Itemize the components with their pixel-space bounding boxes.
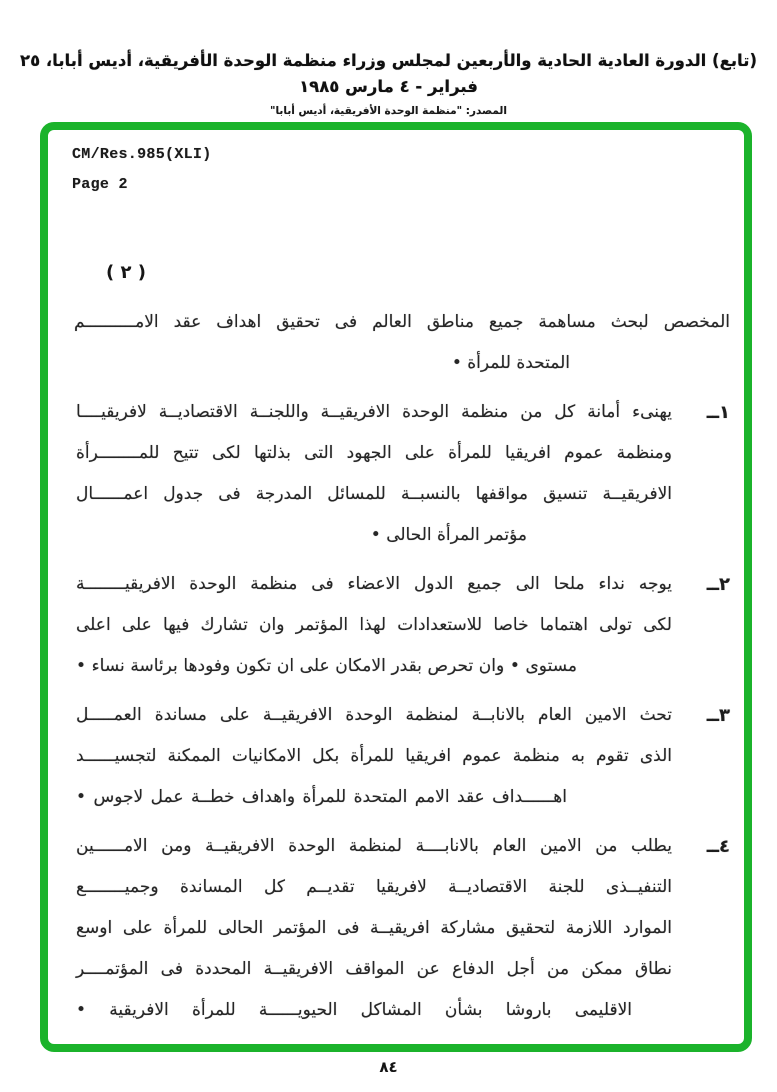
paragraph-number: ٣ــ xyxy=(706,705,730,726)
text-line: التنفيــذى للجنة الاقتصاديــة لافريقيا تقديــم كل المساندة وجميــــــــع xyxy=(76,877,672,897)
session-title: (تابع) الدورة العادية الحادية والأربعين لمجلس وزراء منظمة الوحدة الأفريقية، أديس أبابا، ٢٥ فبراير - ٤ مارس ١٩٨٥ xyxy=(20,51,757,96)
paragraph-text xyxy=(74,564,682,687)
paragraph-text xyxy=(74,695,682,818)
text-line: نطاق ممكن من أجل الدفاع عن المواقف الافريقيــة المحددة فى المؤتمــــر xyxy=(76,959,672,979)
paragraph-number: ١ــ xyxy=(706,402,730,423)
paragraph-number: ٢ــ xyxy=(706,574,730,595)
numbered-paragraph-3 xyxy=(74,695,730,818)
text-line: الافريقيــة تنسيق مواقفها بالنسبــة للمسائل المدرجة فى جدول اعمــــــال xyxy=(76,484,672,504)
text-line: تحث الامين العام بالانابــة لمنظمة الوحدة الافريقيــة على مساندة العمـــــل xyxy=(76,705,672,725)
numbered-paragraph-4 xyxy=(74,826,730,1031)
text-line: ومنظمة عموم افريقيا للمرأة على الجهود التى بذلتها لكى تتيح للمــــــــرأة xyxy=(76,443,672,463)
numbered-paragraph-2 xyxy=(74,564,730,687)
text-line: مستوى • وان تحرص بقدر الامكان على ان تكون وفودها برئاسة نساء • xyxy=(76,656,577,676)
text-line: المتحدة للمرأة • xyxy=(451,353,570,373)
paragraph-number: ٤ــ xyxy=(706,836,730,857)
text-line: المخصص لبحث مساهمة جميع مناطق العالم فى تحقيق اهداف عقد الامــــــــــم xyxy=(74,312,730,332)
page-label: Page 2 xyxy=(72,176,128,193)
source-caption: المصدر: "منظمة الوحدة الأفريقية، أديس أبابا" xyxy=(270,105,507,117)
text-line: يوجه نداء ملحا الى جميع الدول الاعضاء فى منظمة الوحدة الافريقيــــــــة xyxy=(76,574,672,594)
document-reference-block xyxy=(72,146,212,193)
text-line: الاقليمى باروشا بشأن المشاكل الحيويــــــة للمرأة الافريقية • xyxy=(76,1000,632,1020)
text-line: يهنىء أمانة كل من منظمة الوحدة الافريقيــة واللجنــة الاقتصاديــة لافريقيــــا xyxy=(76,402,672,422)
text-line: الذى تقوم به منظمة عموم افريقيا للمرأة بكل الامكانيات الممكنة لتجسيــــــد xyxy=(76,746,672,766)
numbered-paragraph-1 xyxy=(74,392,730,556)
text-line: الموارد اللازمة لتحقيق مشاركة افريقيــة فى المؤتمر الحالى للمرأة على اوسع xyxy=(76,918,672,938)
green-highlight-frame xyxy=(40,122,752,1052)
document-header xyxy=(12,48,765,117)
paragraph-text xyxy=(74,826,682,1031)
intro-paragraph xyxy=(74,302,730,384)
resolution-reference: CM/Res.985(XLI) xyxy=(72,146,212,163)
text-line: مؤتمر المرأة الحالى • xyxy=(370,525,527,545)
paragraph-text xyxy=(74,392,682,556)
text-line: يطلب من الامين العام بالانابــــة لمنظمة الوحدة الافريقيــة ومن الامــــــين xyxy=(76,836,672,856)
text-line: اهــــــداف عقد الامم المتحدة للمرأة واهداف خطــة عمل لاجوس • xyxy=(76,787,567,807)
page-number: ٨٤ xyxy=(379,1058,398,1076)
text-line: لكى تولى اهتماما خاصا للاستعدادات لهذا المؤتمر وان تشارك فيها على اعلى xyxy=(76,615,672,635)
section-number: ( ٢ ) xyxy=(106,262,146,283)
resolution-body xyxy=(74,302,730,1031)
